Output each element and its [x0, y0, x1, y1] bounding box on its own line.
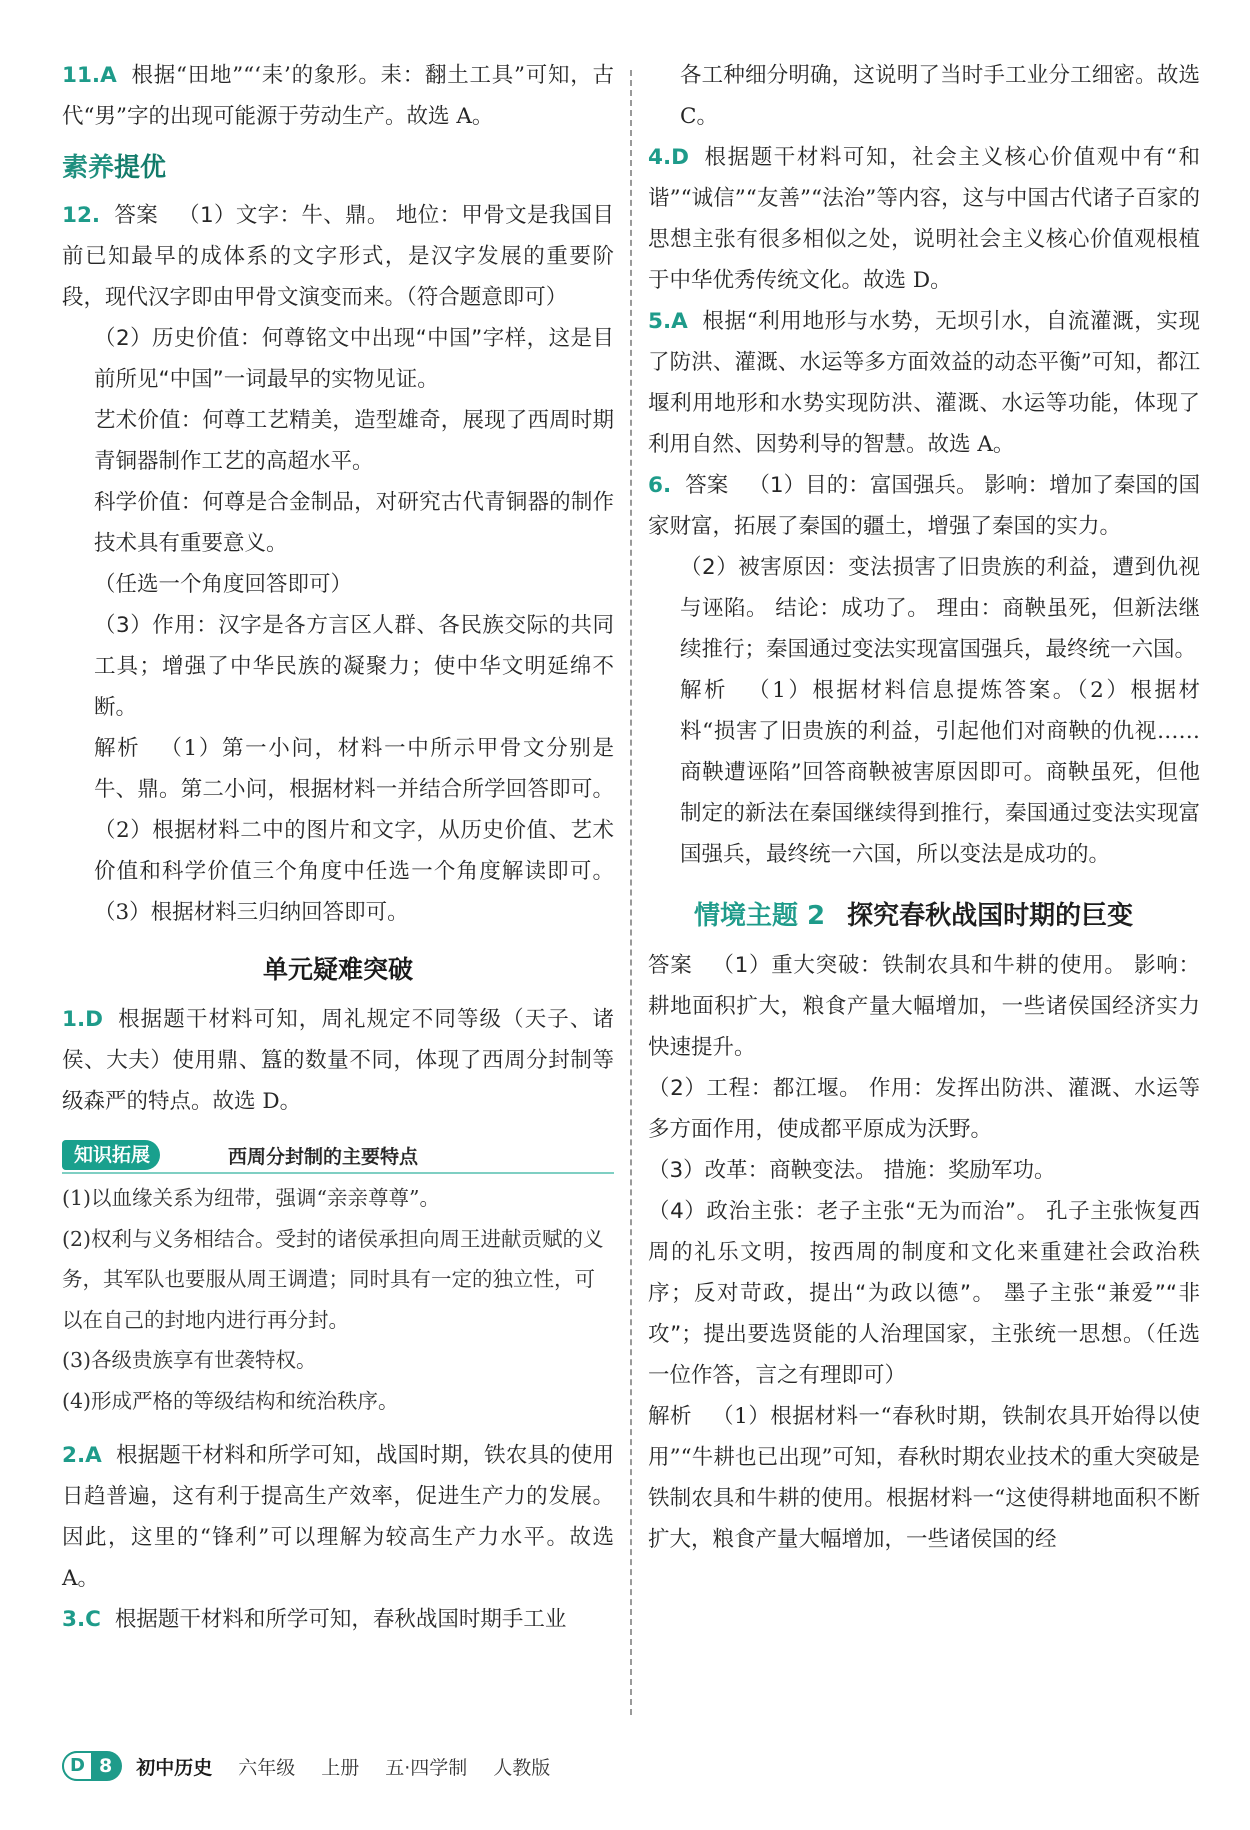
question-12-a3: 艺术价值：何尊工艺精美，造型雄奇，展现了西周时期青铜器制作工艺的高超水平。 [94, 408, 614, 474]
question-6-analysis [648, 670, 1200, 875]
question-text: 根据“田地”“‘耒’的象形。耒：翻土工具”可知，古代“男”字的出现可能源于劳动生产。故选 A。 [62, 63, 614, 129]
section-title-suyang [62, 145, 614, 191]
analysis-text: （1）第一小问，材料一中所示甲骨文分别是牛、鼎。第二小问，根据材料一并结合所学回答即可。（2）根据材料二中的图片和文字，从历史价值、艺术价值和科学价值三个角度中任选一个角度解读即可。（3）根据材料三归纳回答即可。 [94, 736, 614, 925]
knowledge-body [62, 1172, 614, 1421]
knowledge-title: 西周分封制的主要特点 [228, 1145, 419, 1168]
question-number: 5.A [648, 309, 688, 334]
question-number: 11.A [62, 63, 117, 88]
answer-text: （1）目的：富国强兵。 影响：增加了秦国的国家财富，拓展了秦国的疆土，增强了秦国的实力。 [648, 473, 1200, 539]
knowledge-item: (1)以血缘关系为纽带，强调“亲亲尊尊”。 [62, 1186, 440, 1210]
page-footer [62, 1746, 576, 1786]
knowledge-box [62, 1138, 614, 1421]
knowledge-tag: 知识拓展 [62, 1140, 160, 1170]
theme-analysis [648, 1396, 1200, 1560]
section-title-part2: 提优 [114, 153, 167, 183]
theme-heading: 探究春秋战国时期的巨变 [847, 901, 1134, 931]
theme-answer-a2: （2）工程：都江堰。 作用：发挥出防洪、灌溉、水运等多方面作用，使成都平原成为沃野。 [648, 1076, 1200, 1142]
answer-label: 答案 [114, 203, 159, 228]
question-number: 12. [62, 203, 101, 228]
question-number: 3.C [62, 1607, 101, 1632]
question-text: 根据题干材料可知，周礼规定不同等级（天子、诸侯、大夫）使用鼎、簋的数量不同，体现了西周分封制等级森严的特点。故选 D。 [62, 1007, 614, 1114]
question-3-continued: 各工种细分明确，这说明了当时手工业分工细密。故选 C。 [680, 63, 1200, 129]
analysis-text: （1）根据材料一“春秋时期，铁制农具开始得以使用”“牛耕也已出现”可知，春秋时期农业技术的重大突破是铁制农具和牛耕的使用。根据材料一“这使得耕地面积不断扩大，粮食产量大幅增加，一些诸侯国的经 [648, 1404, 1200, 1552]
question-12-a1 [62, 195, 614, 318]
question-number: 6. [648, 473, 672, 498]
theme-answer-a1 [648, 945, 1200, 1068]
footer-system: 五·四学制 [385, 1756, 468, 1779]
answer-text: （1）重大突破：铁制农具和牛耕的使用。 影响：耕地面积扩大，粮食产量大幅增加，一些诸侯国经济实力快速提升。 [648, 953, 1200, 1060]
question-number: 2.A [62, 1443, 102, 1468]
question-12-a2: （2）历史价值：何尊铭文中出现“中国”字样，这是目前所见“中国”一词最早的实物见证。 [94, 326, 614, 392]
right-column [648, 55, 1200, 1560]
theme-number: 情境主题 2 [694, 901, 826, 931]
footer-edition: 人教版 [493, 1756, 551, 1779]
footer-grade: 六年级 [238, 1756, 296, 1779]
question-3 [62, 1599, 614, 1640]
question-12-a5: （任选一个角度回答即可） [94, 572, 353, 597]
question-11 [62, 55, 614, 137]
question-text: 根据“利用地形与水势，无坝引水，自流灌溉，实现了防洪、灌溉、水运等多方面效益的动态平衡”可知，都江堰利用地形和水势实现防洪、灌溉、水运等功能，体现了利用自然、因势利导的智慧。故选 A。 [648, 309, 1200, 457]
question-1 [62, 999, 614, 1122]
unit-title: 单元疑难突破 [262, 955, 413, 984]
section-title-part1: 素养 [62, 153, 115, 183]
left-column [62, 55, 614, 1640]
theme-title [648, 893, 1200, 939]
question-5 [648, 301, 1200, 465]
answer-label: 答案 [685, 473, 729, 498]
question-text: 根据题干材料和所学可知，春秋战国时期手工业 [114, 1607, 567, 1632]
question-12-analysis [62, 728, 614, 933]
question-12-a6: （3）作用：汉字是各方言区人群、各民族交际的共同工具；增强了中华民族的凝聚力；使中华文明延绵不断。 [94, 613, 614, 720]
theme-answer-a4: （4）政治主张：老子主张“无为而治”。 孔子主张恢复西周的礼乐文明，按西周的制度和文化来重建社会政治秩序；反对苛政，提出“为政以德”。 墨子主张“兼爱”“非攻”；提出要选贤能的人治理国家，主张统一思想。（任选一位作答，言之有理即可） [648, 1199, 1200, 1388]
question-4 [648, 137, 1200, 301]
knowledge-item: (4)形成严格的等级结构和统治秩序。 [62, 1388, 399, 1413]
knowledge-box-header [62, 1138, 614, 1172]
answer-label: 答案 [648, 953, 693, 978]
question-12-a4: 科学价值：何尊是合金制品，对研究古代青铜器的制作技术具有重要意义。 [94, 490, 614, 556]
badge-letter: D [62, 1751, 93, 1781]
question-6-a1 [648, 465, 1200, 547]
analysis-label: 解析 [680, 678, 729, 703]
question-text: 根据题干材料可知，社会主义核心价值观中有“和谐”“诚信”“友善”“法治”等内容，这与中国古代诸子百家的思想主张有很多相似之处，说明社会主义核心价值观根植于中华优秀传统文化。故选 D。 [648, 145, 1200, 293]
knowledge-item: (3)各级贵族享有世袭特权。 [62, 1348, 317, 1372]
analysis-label: 解析 [94, 736, 141, 761]
question-2 [62, 1435, 614, 1599]
knowledge-item: (2)权利与义务相结合。受封的诸侯承担向周王进献贡赋的义务，其军队也要服从周王调遣；同时具有一定的独立性，可以在自己的封地内进行再分封。 [62, 1226, 604, 1332]
column-divider [630, 70, 632, 1715]
theme-answer-a3: （3）改革：商鞅变法。 措施：奖励军功。 [648, 1158, 1056, 1183]
question-number: 1.D [62, 1007, 103, 1032]
analysis-text: （1）根据材料信息提炼答案。（2）根据材料“损害了旧贵族的利益，引起他们对商鞅的仇视……商鞅遭诬陷”回答商鞅被害原因即可。商鞅虽死，但他制定的新法在秦国继续得到推行，秦国通过变法实现富国强兵，最终统一六国，所以变法是成功的。 [680, 678, 1200, 867]
page-number: 8 [98, 1755, 113, 1777]
question-number: 4.D [648, 145, 689, 170]
answer-text: （1）文字：牛、鼎。 地位：甲骨文是我国目前已知最早的成体系的文字形式，是汉字发展的重要阶段，现代汉字即由甲骨文演变而来。（符合题意即可） [62, 203, 614, 310]
page-badge [62, 1751, 122, 1781]
question-6-a2: （2）被害原因：变法损害了旧贵族的利益，遭到仇视与诬陷。 结论：成功了。 理由：商鞅虽死，但新法继续推行；秦国通过变法实现富国强兵，最终统一六国。 [680, 555, 1200, 662]
footer-subject: 初中历史 [136, 1756, 213, 1779]
question-text: 根据题干材料和所学可知，战国时期，铁农具的使用日趋普遍，这有利于提高生产效率，促进生产力的发展。因此，这里的“锋利”可以理解为较高生产力水平。故选 A。 [62, 1443, 614, 1591]
footer-volume: 上册 [321, 1756, 360, 1779]
analysis-label: 解析 [648, 1404, 693, 1429]
